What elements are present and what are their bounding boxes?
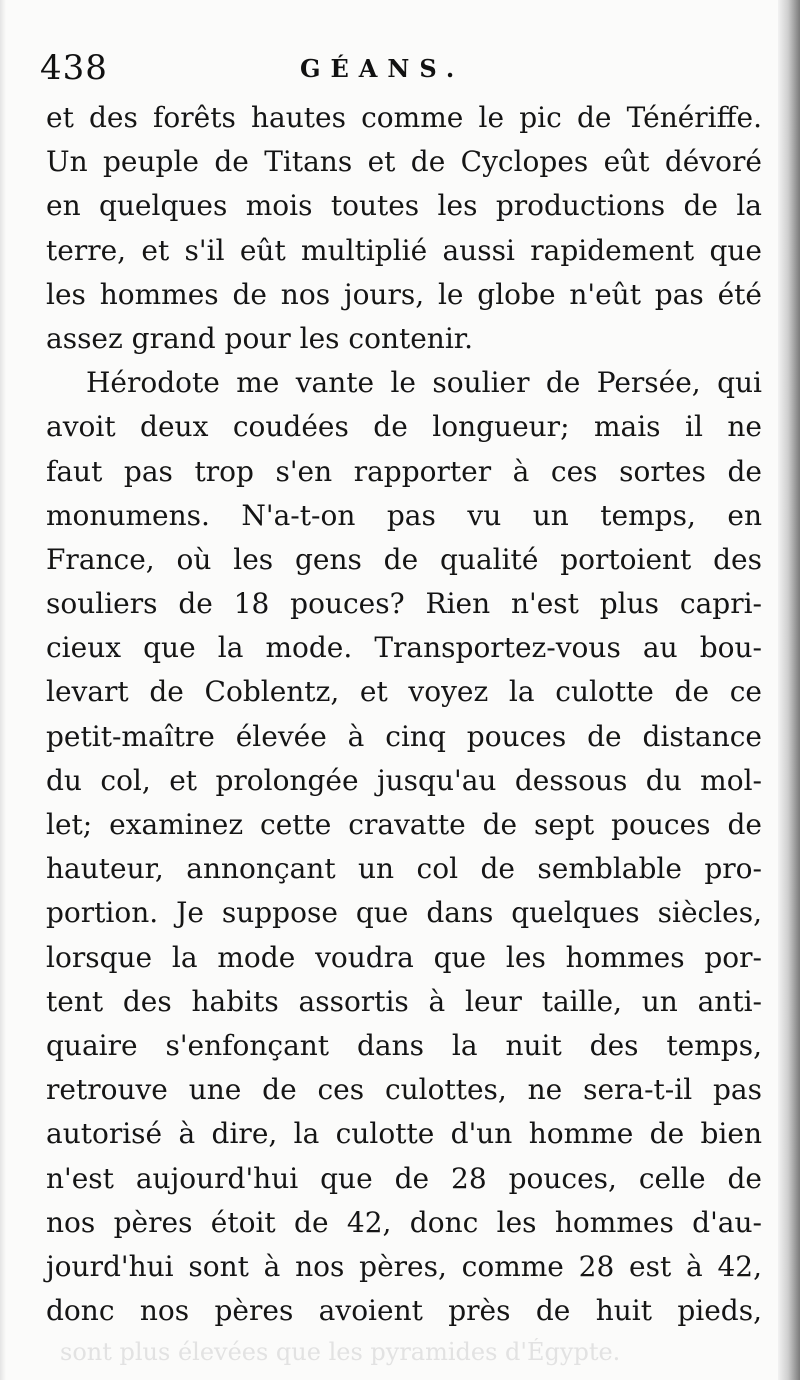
text-line: Un peuple de Titans et de Cyclopes eût dévoré	[46, 145, 762, 179]
text-line: les hommes de nos jours, le globe n'eût pas été	[46, 277, 762, 311]
text-line: tent des habits assortis à leur taille, un anti-	[46, 984, 762, 1018]
text-line: let; examinez cette cravatte de sept pouces de	[46, 808, 762, 841]
text-line: en quelques mois toutes les productions de la	[46, 189, 762, 223]
text-line: France, où les gens de qualité portoient des	[46, 542, 762, 576]
text-line: levart de Coblentz, et voyez la culotte de ce	[46, 675, 762, 709]
text-line: terre, et s'il eût multiplié aussi rapidement que	[46, 233, 762, 267]
text-line: n'est aujourd'hui que de 28 pouces, celle de	[46, 1161, 762, 1195]
text-line: cieux que la mode. Transportez-vous au bou-	[46, 631, 762, 665]
text-line: lorsque la mode voudra que les hommes por-	[46, 940, 762, 974]
text-line: petit-maître élevée à cinq pouces de distance	[46, 719, 762, 753]
text-line: assez grand pour les contenir.	[46, 321, 473, 355]
text-line: jourd'hui sont à nos pères, comme 28 est à 42,	[46, 1249, 762, 1283]
text-line: souliers de 18 pouces? Rien n'est plus capri-	[46, 587, 762, 621]
body-text	[46, 96, 762, 1333]
text-line: monumens. N'a-t-on pas vu un temps, en	[46, 498, 762, 532]
text-line: du col, et prolongée jusqu'au dessous du mol-	[46, 763, 762, 797]
text-line: faut pas trop s'en rapporter à ces sortes de	[46, 454, 762, 488]
text-line: nos pères étoit de 42, donc les hommes d'au-	[46, 1205, 762, 1239]
text-line: retrouve une de ces culottes, ne sera-t-il pas	[46, 1073, 762, 1107]
text-line: hauteur, annonçant un col de semblable pro-	[46, 852, 762, 886]
running-head: GÉANS.	[300, 54, 465, 83]
page-header	[40, 48, 760, 92]
text-line: autorisé à dire, la culotte d'un homme de bien	[46, 1117, 762, 1151]
text-line: portion. Je suppose que dans quelques siècles,	[46, 896, 762, 930]
text-line: Hérodote me vante le soulier de Persée, qui	[86, 366, 762, 400]
page-edge-shadow	[778, 0, 800, 1380]
bleed-through-text: sont plus élevées que les pyramides d'Égypte.	[60, 1338, 621, 1366]
text-line: avoit deux coudées de longueur; mais il ne	[46, 410, 762, 444]
text-line: et des forêts hautes comme le pic de Ténériffe.	[46, 101, 762, 134]
page-number: 438	[40, 48, 108, 88]
text-line: donc nos pères avoient près de huit pieds,	[46, 1294, 762, 1328]
text-line: quaire s'enfonçant dans la nuit des temps,	[46, 1028, 762, 1062]
page-gutter-shadow	[0, 0, 6, 1380]
